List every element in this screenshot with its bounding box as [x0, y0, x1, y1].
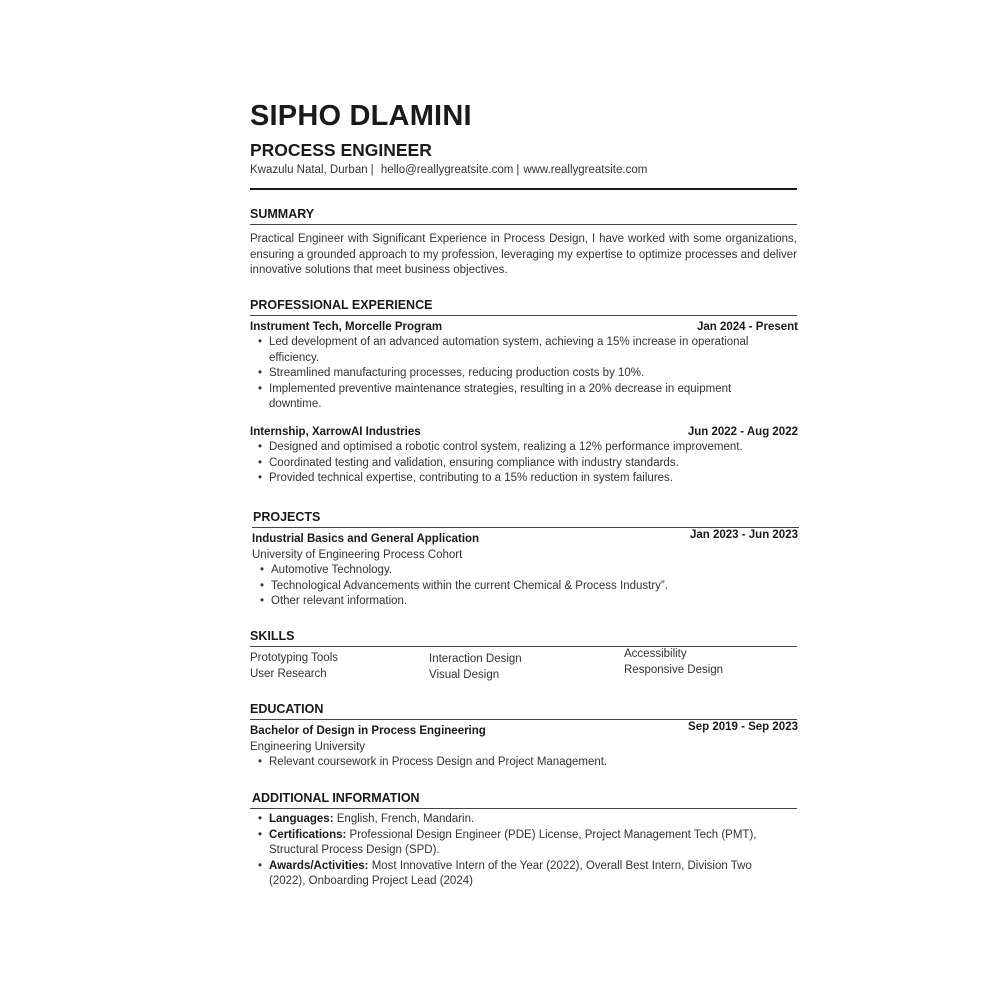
skills-column-2: [429, 652, 522, 683]
skills-heading: SKILLS: [250, 629, 295, 643]
item-text: Professional Design Engineer (PDE) License, Project Management Tech (PMT), Structural Process Design (SPD).: [269, 828, 757, 857]
item-label: Awards/Activities:: [269, 859, 369, 872]
additional-list: [250, 812, 765, 890]
summary-divider: [250, 224, 797, 225]
item-label: Languages:: [269, 813, 334, 825]
skill-item: Visual Design: [429, 668, 500, 681]
header-divider: [250, 188, 797, 190]
list-item: • Streamlined manufacturing processes, reducing production costs by 10%.: [250, 366, 750, 382]
education-dates: Sep 2019 - Sep 2023: [688, 721, 798, 733]
job-role: Instrument Tech, Morcelle Program: [250, 321, 443, 333]
list-item: • Automotive Technology.: [252, 563, 772, 579]
list-item: • Other relevant information.: [252, 594, 772, 610]
list-item: [250, 812, 765, 828]
list-item: [250, 828, 765, 859]
project-org: University of Engineering Process Cohort: [252, 549, 463, 561]
summary-heading: SUMMARY: [250, 207, 315, 221]
item-text: English, French, Mandarin.: [336, 813, 475, 825]
list-item: • Coordinated testing and validation, ensuring compliance with industry standards.: [250, 456, 790, 472]
education-divider: [250, 719, 797, 720]
list-item: [250, 859, 765, 890]
item-label: Certifications:: [269, 828, 347, 841]
item-text: Most Innovative Intern of the Year (2022), Overall Best Intern, Division Two (2022), Onboarding Project Lead (2024): [269, 859, 752, 888]
skill-item: User Research: [250, 667, 327, 680]
list-item: • Provided technical expertise, contributing to a 15% reduction in system failures.: [250, 471, 790, 487]
email-link[interactable]: hello@reallygreatsite.com: [380, 164, 514, 176]
skill-item: Prototyping Tools: [250, 652, 339, 664]
list-item: • Designed and optimised a robotic control system, realizing a 12% performance improvement.: [250, 440, 790, 456]
project-dates: Jan 2023 - Jun 2023: [689, 529, 798, 541]
skill-item: Interaction Design: [429, 653, 522, 665]
contact-line: [250, 164, 647, 176]
location: Kwazulu Natal, Durban: [250, 164, 368, 176]
skills-column-3: [624, 647, 723, 678]
list-item: • Implemented preventive maintenance strategies, resulting in a 20% decrease in equipment downtime.: [250, 382, 750, 413]
list-item: • Technological Advancements within the current Chemical & Process Industry”.: [252, 579, 772, 595]
separator: |: [516, 164, 520, 176]
experience-heading: PROFESSIONAL EXPERIENCE: [250, 298, 433, 312]
additional-divider: [250, 808, 797, 809]
projects-divider: [252, 527, 799, 528]
education-heading: EDUCATION: [250, 702, 324, 716]
school-name: Engineering University: [250, 741, 366, 753]
job-bullets: [250, 440, 790, 487]
skill-item: Responsive Design: [624, 663, 724, 676]
education-bullets: [250, 755, 770, 771]
candidate-name: SIPHO DLAMINI: [250, 100, 472, 132]
projects-heading: PROJECTS: [253, 510, 321, 524]
project-bullets: [252, 563, 772, 610]
job-title: PROCESS ENGINEER: [250, 140, 432, 160]
summary-text: Practical Engineer with Significant Experience in Process Design, I have worked with some organizations, ensuring a grounded approach to my profession, leveraging my expertise to optimize processes and deliver innovative solutions that meet business objectives.: [250, 233, 797, 276]
skill-item: Accessibility: [624, 648, 687, 660]
list-item: • Led development of an advanced automation system, achieving a 15% increase in operational efficiency.: [250, 335, 750, 366]
job-dates: Jun 2022 - Aug 2022: [687, 426, 798, 438]
separator: |: [370, 164, 374, 176]
degree-title: Bachelor of Design in Process Engineering: [250, 725, 486, 737]
job-dates: Jan 2024 - Present: [696, 321, 798, 333]
skills-column-1: [250, 651, 338, 682]
job-role: Internship, XarrowAI Industries: [250, 426, 421, 438]
project-title: Industrial Basics and General Application: [252, 533, 480, 545]
experience-divider: [250, 315, 797, 316]
job-bullets: [250, 335, 750, 413]
additional-heading: ADDITIONAL INFORMATION: [252, 791, 420, 805]
website-link[interactable]: www.reallygreatsite.com: [523, 164, 648, 176]
list-item: • Relevant coursework in Process Design and Project Management.: [250, 755, 770, 771]
